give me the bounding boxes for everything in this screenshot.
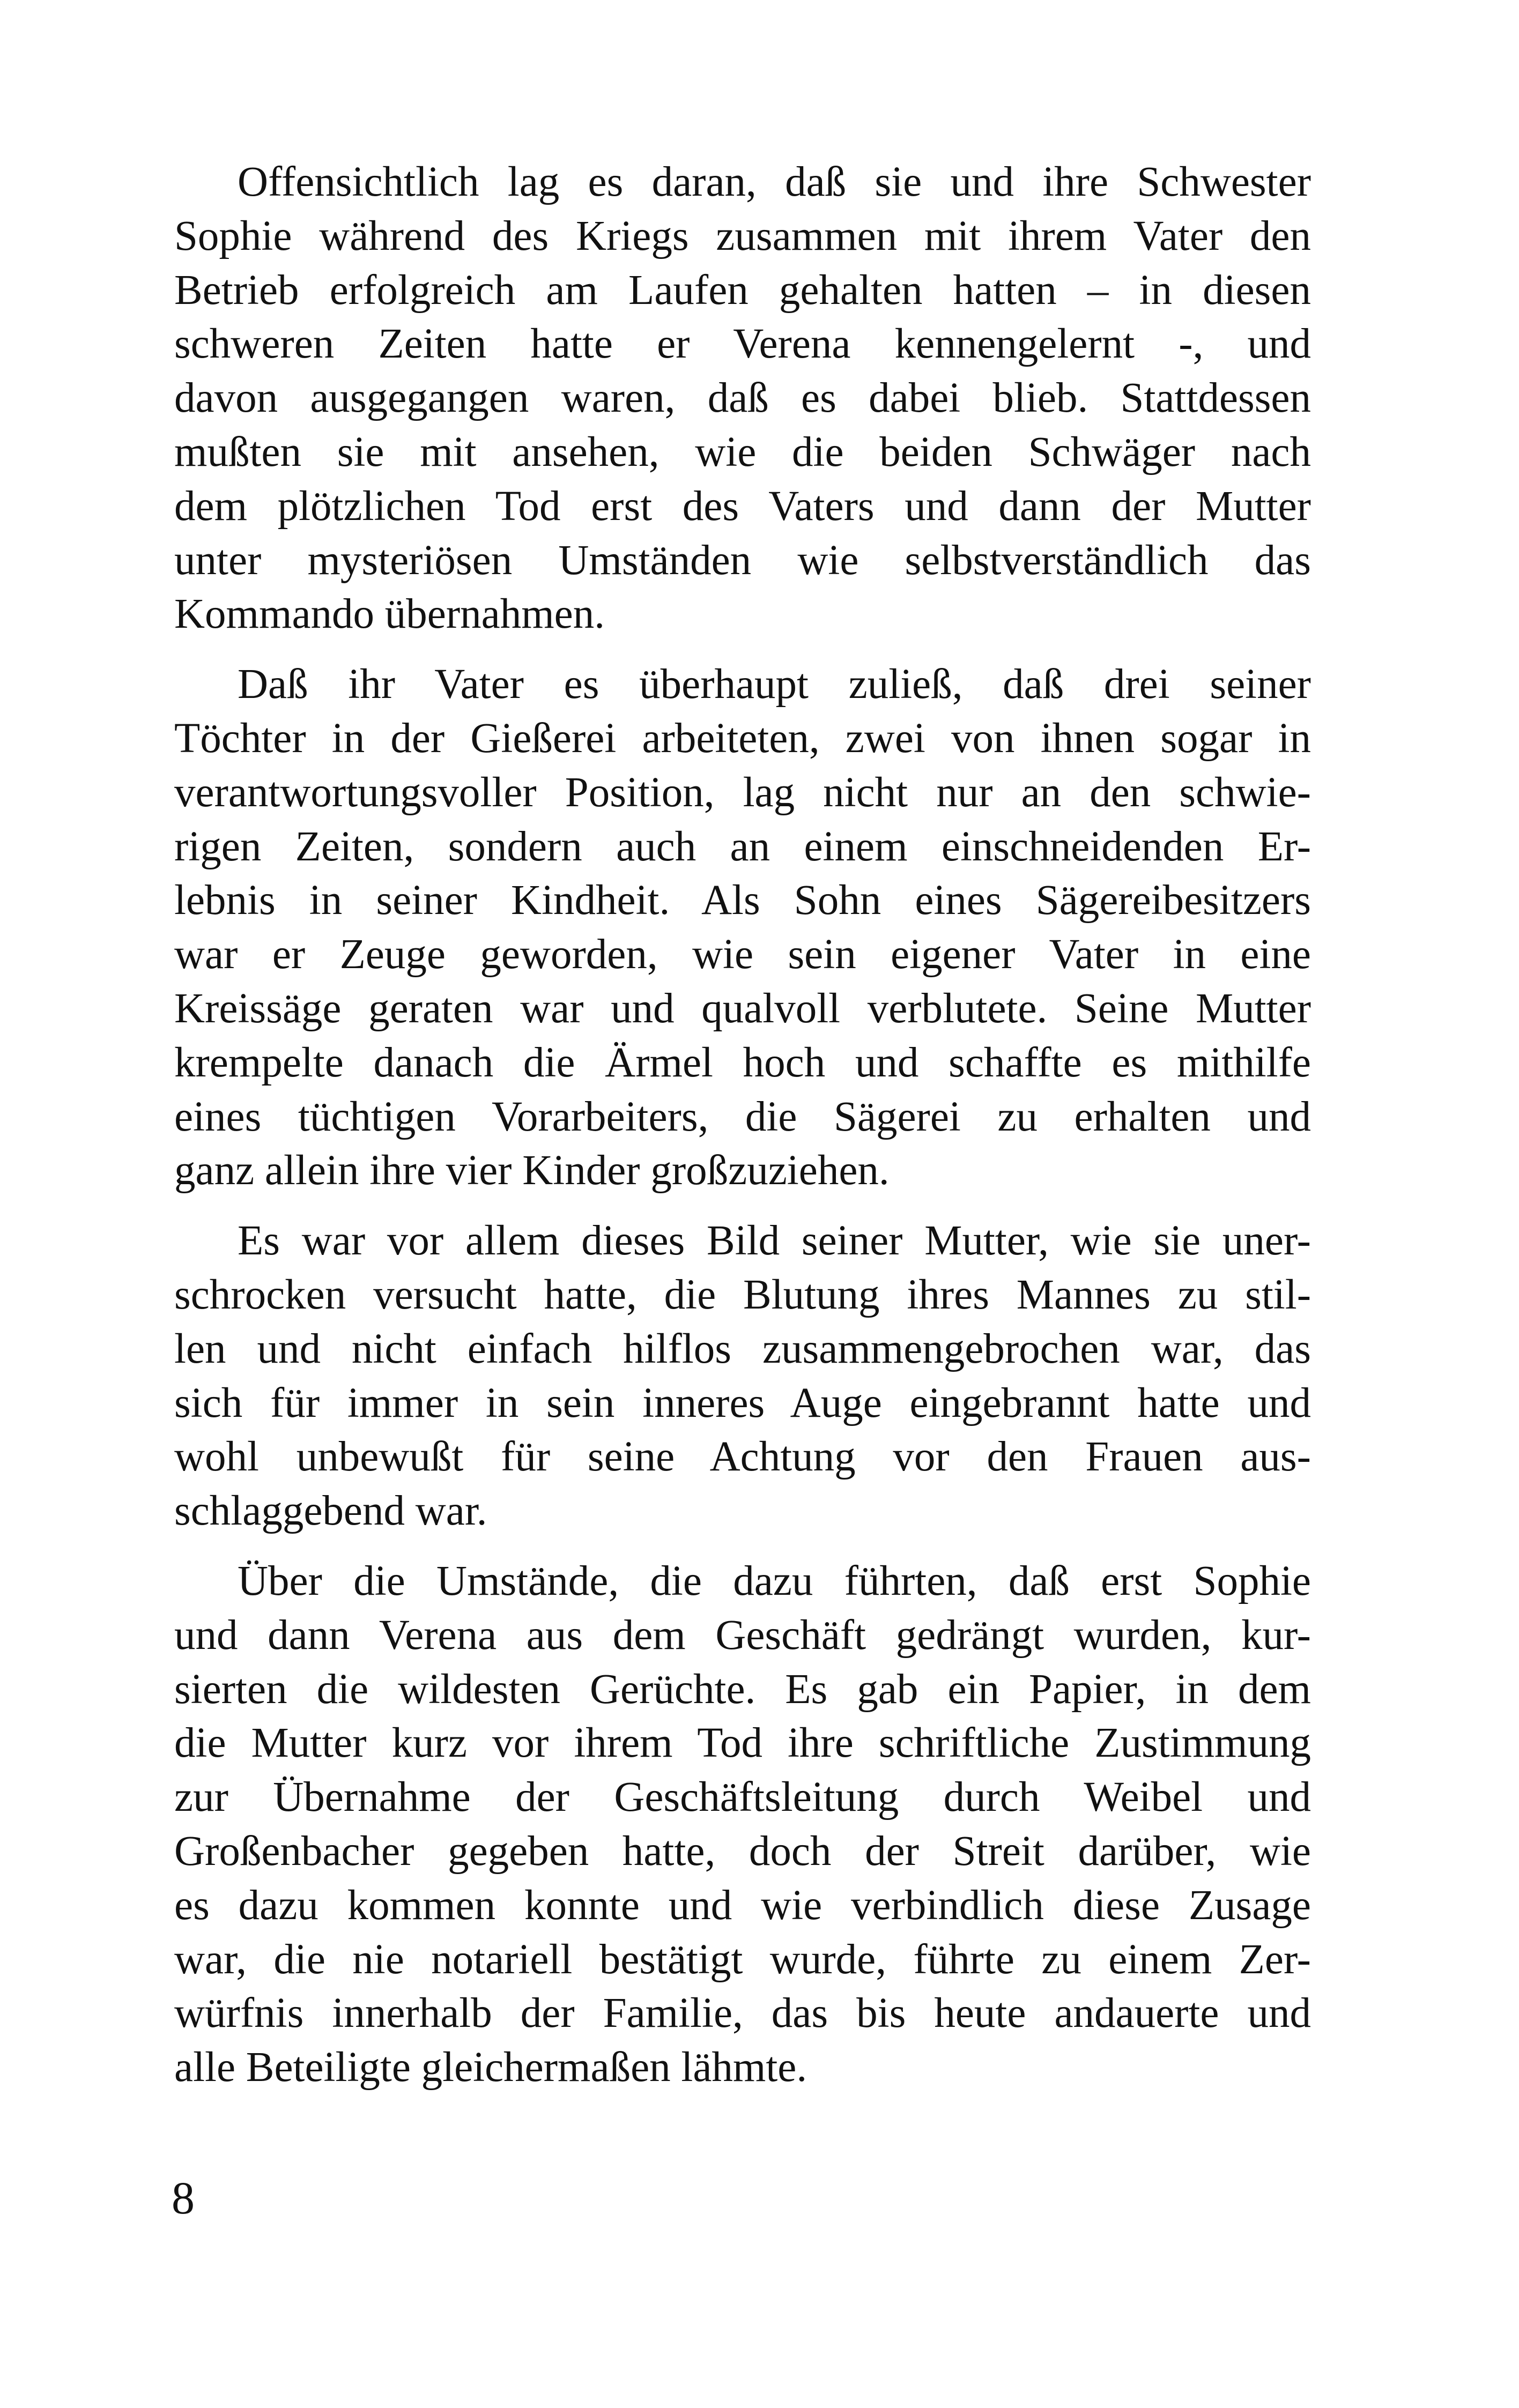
text-line: schrocken versucht hatte, die Blutung ihres Mannes zu stil- xyxy=(174,1271,1311,1318)
text-line: würfnis innerhalb der Familie, das bis heute andauerte und xyxy=(174,1990,1311,2037)
text-line: Großenbacher gegeben hatte, doch der Streit darüber, wie xyxy=(174,1827,1311,1875)
text-line: krempelte danach die Ärmel hoch und schaffte es mithilfe xyxy=(174,1039,1311,1086)
text-line: verantwortungsvoller Position, lag nicht nur an den schwie- xyxy=(174,769,1311,816)
text-line: Kreissäge geraten war und qualvoll verblutete. Seine Mutter xyxy=(174,985,1311,1032)
text-line: dem plötzlichen Tod erst des Vaters und dann der Mutter xyxy=(174,482,1311,530)
text-line: die Mutter kurz vor ihrem Tod ihre schriftliche Zustimmung xyxy=(174,1720,1311,1767)
text-line: Kommando übernahmen. xyxy=(174,591,605,638)
text-line: alle Beteiligte gleichermaßen lähmte. xyxy=(174,2044,807,2091)
text-line: war er Zeuge geworden, wie sein eigener Vater in eine xyxy=(174,931,1311,978)
paragraph-gap xyxy=(174,1198,1311,1214)
paragraph-gap xyxy=(174,642,1311,658)
text-line: davon ausgegangen waren, daß es dabei blieb. Stattdessen xyxy=(174,375,1311,422)
text-line: Sophie während des Kriegs zusammen mit ihrem Vater den xyxy=(174,212,1311,259)
paragraph-gap xyxy=(174,1539,1311,1555)
paragraph xyxy=(174,1214,1311,1539)
text-line: Über die Umstände, die dazu führten, daß erst Sophie xyxy=(238,1557,1311,1604)
paragraph xyxy=(174,155,1311,642)
text-line: Offensichtlich lag es daran, daß sie und ihre Schwester xyxy=(238,159,1311,205)
text-line: sierten die wildesten Gerüchte. Es gab ein Papier, in dem xyxy=(174,1666,1311,1713)
text-line: Daß ihr Vater es überhaupt zuließ, daß drei seiner xyxy=(238,661,1311,708)
text-line: eines tüchtigen Vorarbeiters, die Sägerei zu erhalten und xyxy=(174,1093,1311,1140)
paragraph xyxy=(174,1555,1311,2095)
text-line: lebnis in seiner Kindheit. Als Sohn eines Sägereibesitzers xyxy=(174,877,1311,924)
text-line: sich für immer in sein inneres Auge eingebrannt hatte und xyxy=(174,1379,1311,1426)
page-number: 8 xyxy=(172,2172,195,2224)
text-line: rigen Zeiten, sondern auch an einem einschneidenden Er- xyxy=(174,823,1311,870)
text-line: Es war vor allem dieses Bild seiner Mutter, wie sie uner- xyxy=(238,1217,1311,1265)
text-line: war, die nie notariell bestätigt wurde, führte zu einem Zer- xyxy=(174,1936,1311,1983)
paragraph xyxy=(174,658,1311,1198)
text-line: und dann Verena aus dem Geschäft gedrängt wurden, kur- xyxy=(174,1611,1311,1659)
text-line: len und nicht einfach hilflos zusammengebrochen war, das xyxy=(174,1325,1311,1372)
body-text xyxy=(174,155,1311,2095)
text-line: unter mysteriösen Umständen wie selbstverständlich das xyxy=(174,537,1311,584)
text-line: Töchter in der Gießerei arbeiteten, zwei von ihnen sogar in xyxy=(174,715,1311,762)
text-line: wohl unbewußt für seine Achtung vor den Frauen aus- xyxy=(174,1433,1311,1481)
text-line: schweren Zeiten hatte er Verena kennengelernt -, und xyxy=(174,321,1311,368)
text-line: zur Übernahme der Geschäftsleitung durch Weibel und xyxy=(174,1774,1311,1821)
text-line: Betrieb erfolgreich am Laufen gehalten hatten – in diesen xyxy=(174,266,1311,314)
text-line: ganz allein ihre vier Kinder großzuziehen. xyxy=(174,1147,890,1194)
text-line: es dazu kommen konnte und wie verbindlich diese Zusage xyxy=(174,1882,1311,1929)
text-line: mußten sie mit ansehen, wie die beiden Schwäger nach xyxy=(174,428,1311,475)
text-line: schlaggebend war. xyxy=(174,1488,487,1535)
